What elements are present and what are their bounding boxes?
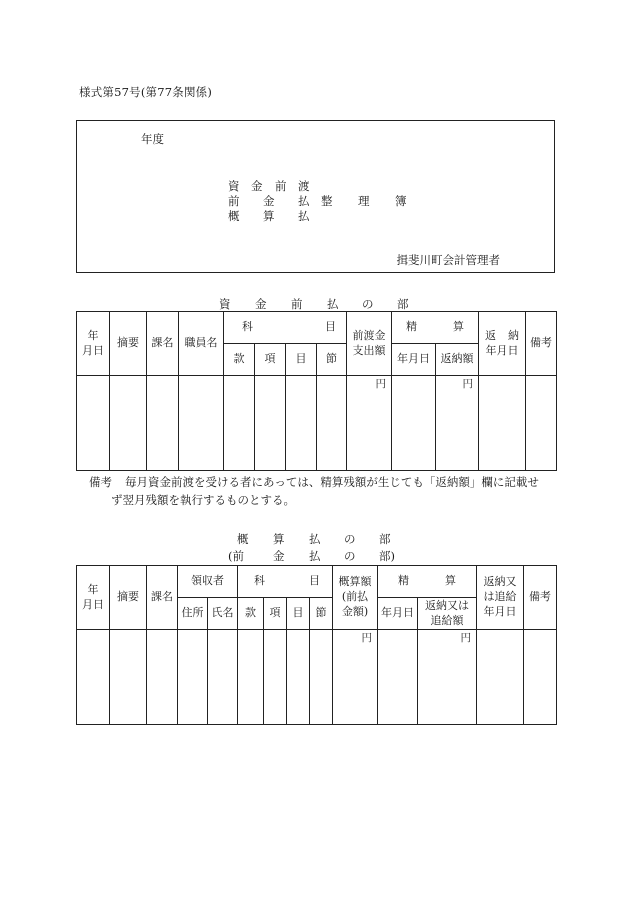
fiscal-year-label: 年度 (141, 132, 164, 146)
form-number: 様式第57号(第77条関係) (79, 85, 213, 99)
col-moku: 目 (287, 598, 310, 630)
note-text-line-2: ず翌月残額を執行するものとする。 (111, 493, 295, 507)
col-setsu: 節 (310, 598, 333, 630)
col-kan: 款 (224, 344, 255, 376)
table-row (77, 630, 557, 725)
table-row (77, 376, 557, 471)
advance-amount-cell[interactable] (347, 376, 392, 471)
cell[interactable] (208, 630, 238, 725)
heading-char: 算 (273, 532, 285, 546)
note-label: 備考 (89, 475, 112, 489)
title-char: 理 (358, 194, 370, 208)
yen-unit: 円 (375, 378, 386, 390)
heading-char: 前 (291, 297, 303, 311)
cell[interactable] (317, 376, 347, 471)
heading-char: 払 (327, 297, 339, 311)
col-settlement-group: 精 算 (392, 312, 479, 344)
col-moku: 目 (286, 344, 317, 376)
heading-char: 部) (379, 549, 395, 563)
cell[interactable] (147, 630, 178, 725)
cell[interactable] (310, 630, 333, 725)
title-char: 前 (228, 194, 240, 208)
heading-char: の (362, 297, 374, 311)
title-char: 前 (275, 179, 287, 193)
col-account-group: 科 目 (238, 566, 333, 598)
col-advance-amount: 前渡金 支出額 (347, 312, 392, 376)
col-refund-or-extra: 返納又は 追給額 (418, 598, 477, 630)
cell[interactable] (264, 630, 287, 725)
title-char: 金 (263, 194, 275, 208)
col-account-group: 科 目 (224, 312, 347, 344)
title-char: 整 (321, 194, 333, 208)
estimate-amount-cell[interactable] (333, 630, 378, 725)
col-settle-date: 年月日 (392, 344, 436, 376)
col-settle-date: 年月日 (378, 598, 418, 630)
title-char: 算 (263, 209, 275, 223)
cell[interactable] (526, 376, 557, 471)
cell[interactable] (238, 630, 264, 725)
heading-char: の (344, 549, 356, 563)
title-char: 金 (251, 179, 263, 193)
refund-amount-cell[interactable] (436, 376, 479, 471)
cell[interactable] (286, 376, 317, 471)
col-estimate-amount: 概算額 (前払 金額) (333, 566, 378, 630)
title-char: 払 (298, 209, 310, 223)
heading-char: 概 (237, 532, 249, 546)
title-char: 概 (228, 209, 240, 223)
cell[interactable] (378, 630, 418, 725)
col-kan: 款 (238, 598, 264, 630)
col-address: 住所 (178, 598, 208, 630)
col-staff-name: 職員名 (179, 312, 224, 376)
heading-char: 払 (309, 532, 321, 546)
col-division: 課名 (147, 312, 179, 376)
accounting-officer: 揖斐川町会計管理者 (396, 253, 500, 267)
cell[interactable] (392, 376, 436, 471)
cell[interactable] (477, 630, 524, 725)
col-recipient-group: 領収者 (178, 566, 238, 598)
heading-char: 部 (379, 532, 391, 546)
cell[interactable] (224, 376, 255, 471)
col-refund-date: 返 納 年月日 (479, 312, 526, 376)
col-remarks: 備考 (526, 312, 557, 376)
heading-char: 部 (397, 297, 409, 311)
title-char: 払 (298, 194, 310, 208)
cell[interactable] (287, 630, 310, 725)
remarks-note (89, 473, 559, 509)
cell[interactable] (524, 630, 557, 725)
col-division: 課名 (147, 566, 178, 630)
title-char: 簿 (395, 194, 407, 208)
ledger-cover-box (76, 120, 555, 273)
heading-char: の (344, 532, 356, 546)
cell[interactable] (110, 376, 147, 471)
col-summary: 摘要 (110, 566, 147, 630)
col-summary: 摘要 (110, 312, 147, 376)
yen-unit: 円 (361, 632, 372, 644)
col-refund-amount: 返納額 (436, 344, 479, 376)
note-text-line-1: 毎月資金前渡を受ける者にあっては、精算残額が生じても「返納額」欄に記載せ (125, 475, 539, 489)
advance-payment-table (76, 311, 557, 471)
heading-char: 資 (219, 297, 231, 311)
col-date: 年 月日 (77, 312, 110, 376)
heading-char: 金 (273, 549, 285, 563)
col-setsu: 節 (317, 344, 347, 376)
heading-char: (前 (228, 549, 244, 563)
col-kou: 項 (255, 344, 286, 376)
col-name: 氏名 (208, 598, 238, 630)
col-refund-date: 返納又 は追給 年月日 (477, 566, 524, 630)
cell[interactable] (479, 376, 526, 471)
col-date: 年 月日 (77, 566, 110, 630)
cell[interactable] (110, 630, 147, 725)
refund-or-extra-cell[interactable] (418, 630, 477, 725)
cell[interactable] (147, 376, 179, 471)
title-char: 渡 (298, 179, 310, 193)
col-kou: 項 (264, 598, 287, 630)
heading-char: 金 (255, 297, 267, 311)
title-char: 資 (228, 179, 240, 193)
cell[interactable] (255, 376, 286, 471)
col-settlement-group: 精 算 (378, 566, 477, 598)
yen-unit: 円 (462, 378, 473, 390)
estimate-payment-table (76, 565, 557, 725)
col-remarks: 備考 (524, 566, 557, 630)
heading-char: 払 (309, 549, 321, 563)
cell[interactable] (179, 376, 224, 471)
cell[interactable] (178, 630, 208, 725)
yen-unit: 円 (460, 632, 471, 644)
cell[interactable] (77, 630, 110, 725)
cell[interactable] (77, 376, 110, 471)
